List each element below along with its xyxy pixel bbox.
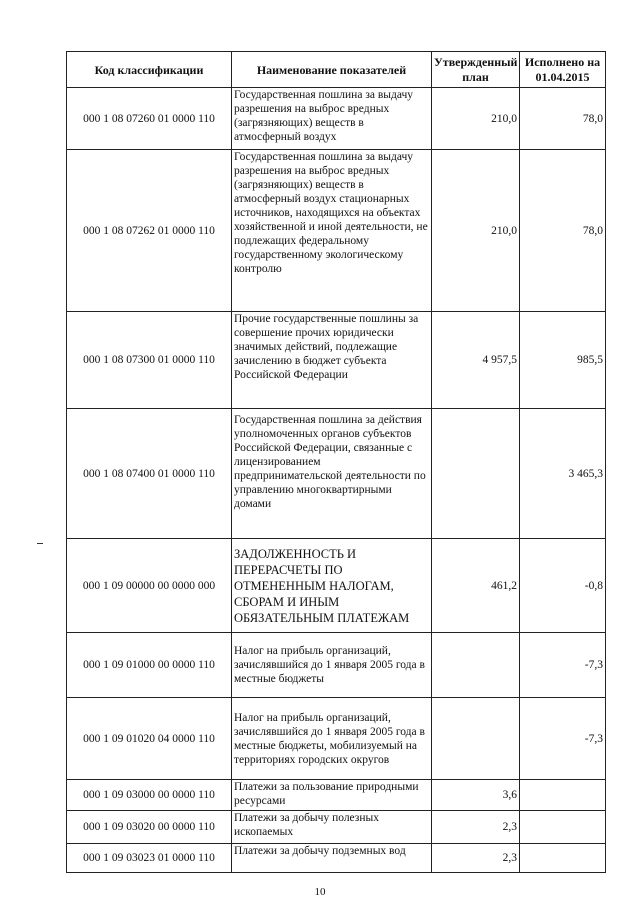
row-plan: 2,3 — [432, 811, 520, 844]
row-code: 000 1 09 01020 04 0000 110 — [67, 698, 232, 780]
row-plan: 3,6 — [432, 780, 520, 811]
row-done: 985,5 — [520, 312, 606, 409]
row-code: 000 1 09 00000 00 0000 000 — [67, 539, 232, 633]
margin-mark — [37, 543, 43, 544]
table-row — [67, 88, 606, 150]
row-plan: 210,0 — [432, 150, 520, 312]
row-done: 78,0 — [520, 150, 606, 312]
row-name: Государственная пошлина за выдачу разрешения на выброс вредных (загрязняющих) веществ в атмосферный воздух — [232, 88, 432, 150]
table-row — [67, 312, 606, 409]
row-code: 000 1 09 03023 01 0000 110 — [67, 844, 232, 873]
row-done: 3 465,3 — [520, 409, 606, 539]
row-code: 000 1 08 07300 01 0000 110 — [67, 312, 232, 409]
row-name: Платежи за добычу подземных вод — [232, 844, 432, 873]
row-plan — [432, 409, 520, 539]
table-row — [67, 844, 606, 873]
header-done: Исполнено на 01.04.2015 — [520, 52, 606, 88]
row-name: Налог на прибыль организаций, зачислявшийся до 1 января 2005 года в местные бюджеты — [232, 633, 432, 698]
row-code: 000 1 09 01000 00 0000 110 — [67, 633, 232, 698]
table-row — [67, 698, 606, 780]
row-name: ЗАДОЛЖЕННОСТЬ И ПЕРЕРАСЧЕТЫ ПО ОТМЕНЕННЫМ НАЛОГАМ, СБОРАМ И ИНЫМ ОБЯЗАТЕЛЬНЫМ ПЛАТЕЖАМ — [232, 539, 432, 633]
table-row — [67, 633, 606, 698]
row-name: Прочие государственные пошлины за совершение прочих юридически значимых действий, подлежащие зачислению в бюджет субъекта Российской Федерации — [232, 312, 432, 409]
row-plan: 461,2 — [432, 539, 520, 633]
row-done: 78,0 — [520, 88, 606, 150]
row-name: Государственная пошлина за действия уполномоченных органов субъектов Российской Федерации, связанные с лицензированием предпринимательской деятельности по управлению многоквартирными домами — [232, 409, 432, 539]
header-code: Код классификации — [67, 52, 232, 88]
row-plan: 2,3 — [432, 844, 520, 873]
row-code: 000 1 08 07400 01 0000 110 — [67, 409, 232, 539]
row-plan — [432, 633, 520, 698]
table-row — [67, 539, 606, 633]
table-row — [67, 150, 606, 312]
row-done: -0,8 — [520, 539, 606, 633]
row-done — [520, 811, 606, 844]
row-plan: 4 957,5 — [432, 312, 520, 409]
row-code: 000 1 08 07260 01 0000 110 — [67, 88, 232, 150]
row-done: -7,3 — [520, 633, 606, 698]
row-name: Платежи за добычу полезных ископаемых — [232, 811, 432, 844]
table-row — [67, 409, 606, 539]
table-row — [67, 811, 606, 844]
row-code: 000 1 09 03000 00 0000 110 — [67, 780, 232, 811]
row-plan — [432, 698, 520, 780]
header-plan: Утвержденный план — [432, 52, 520, 88]
row-plan: 210,0 — [432, 88, 520, 150]
row-code: 000 1 08 07262 01 0000 110 — [67, 150, 232, 312]
row-name: Налог на прибыль организаций, зачислявшийся до 1 января 2005 года в местные бюджеты, мобилизуемый на территориях городских округов — [232, 698, 432, 780]
row-code: 000 1 09 03020 00 0000 110 — [67, 811, 232, 844]
page-number: 10 — [314, 886, 326, 898]
revenue-table — [66, 51, 606, 873]
row-done — [520, 780, 606, 811]
row-name: Платежи за пользование природными ресурсами — [232, 780, 432, 811]
row-name: Государственная пошлина за выдачу разрешения на выброс вредных (загрязняющих) веществ в атмосферный воздух стационарных источников, находящихся на объектах хозяйственной и иной деятельности, не подлежащих федеральному государственному экологическому контролю — [232, 150, 432, 312]
table-row — [67, 780, 606, 811]
table-header-row — [67, 52, 606, 88]
row-done: -7,3 — [520, 698, 606, 780]
header-name: Наименование показателей — [232, 52, 432, 88]
row-done — [520, 844, 606, 873]
